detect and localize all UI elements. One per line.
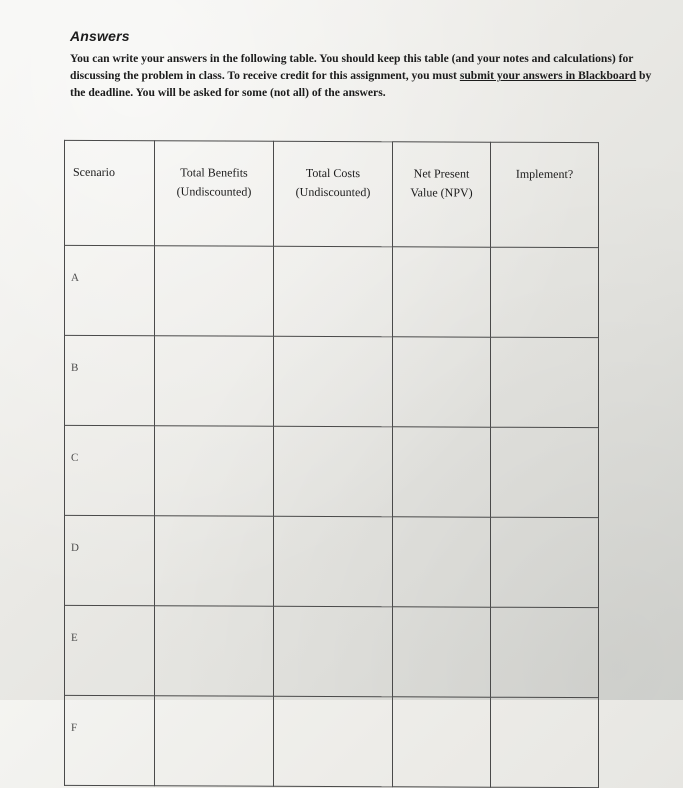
table-row xyxy=(65,245,599,337)
benefits-cell xyxy=(155,516,274,607)
header-scenario: Scenario xyxy=(65,140,155,245)
benefits-cell xyxy=(155,606,274,697)
instructions-text xyxy=(70,50,660,101)
npv-cell xyxy=(393,247,491,337)
costs-cell xyxy=(274,516,393,607)
costs-cell xyxy=(274,606,393,697)
scenario-label: C xyxy=(65,425,155,515)
header-implement: Implement? xyxy=(491,142,599,247)
header-total-benefits: Total Benefits (Undiscounted) xyxy=(155,141,274,247)
table-row xyxy=(65,335,599,427)
npv-cell xyxy=(393,697,491,787)
scenario-label: D xyxy=(65,515,155,605)
instructions-part-2: by the deadline. You will be asked for some (not all) of the answers. xyxy=(70,69,652,99)
npv-cell xyxy=(393,427,491,517)
npv-cell xyxy=(393,517,491,607)
answers-table xyxy=(64,140,599,788)
benefits-cell xyxy=(155,696,274,787)
implement-cell xyxy=(491,517,599,607)
implement-cell xyxy=(491,607,599,697)
costs-cell xyxy=(274,696,393,787)
header-npv: Net Present Value (NPV) xyxy=(393,142,491,247)
scenario-label: B xyxy=(65,335,155,425)
benefits-cell xyxy=(155,426,274,517)
benefits-cell xyxy=(155,246,274,337)
scenario-label: A xyxy=(65,245,155,335)
scenario-label: E xyxy=(65,605,155,695)
implement-cell xyxy=(491,337,599,427)
implement-cell xyxy=(491,697,599,787)
costs-cell xyxy=(274,246,393,337)
costs-cell xyxy=(274,426,393,517)
page-title: Answers xyxy=(70,28,130,44)
table-row xyxy=(65,515,599,607)
table-row xyxy=(65,695,599,787)
scenario-label: F xyxy=(65,695,155,785)
table-row xyxy=(65,605,599,697)
header-total-costs: Total Costs (Undiscounted) xyxy=(274,141,393,247)
table-header-row xyxy=(65,140,599,247)
costs-cell xyxy=(274,336,393,427)
instructions-submit-link: submit your answers in Blackboard xyxy=(459,69,637,82)
implement-cell xyxy=(491,427,599,517)
npv-cell xyxy=(393,337,491,427)
instructions-part-1: You can write your answers in the following table. You should keep this table (and your notes and calculations) for discussing the problem in class. To receive credit for this assignment, you must xyxy=(70,52,634,82)
table-row xyxy=(65,425,599,517)
npv-cell xyxy=(393,607,491,697)
benefits-cell xyxy=(155,336,274,427)
implement-cell xyxy=(491,247,599,337)
